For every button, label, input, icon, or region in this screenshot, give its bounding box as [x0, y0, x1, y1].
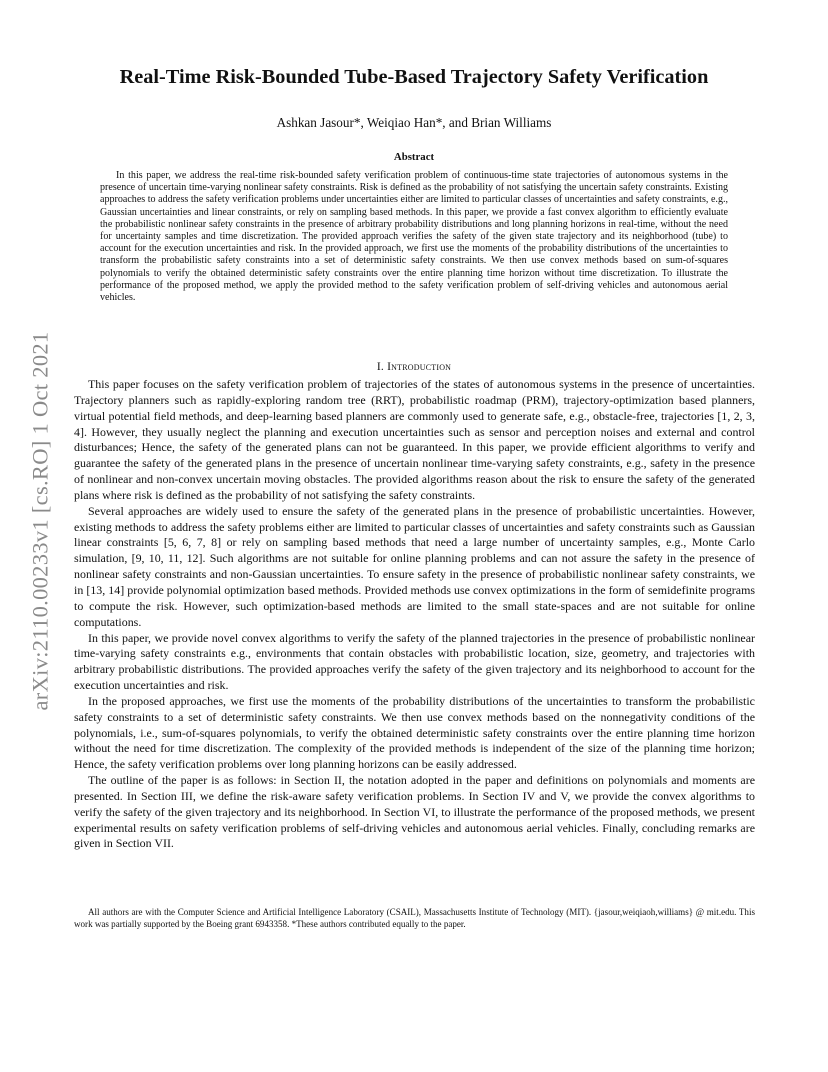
paper-authors: Ashkan Jasour*, Weiqiao Han*, and Brian Williams	[276, 115, 552, 130]
section-number: I.	[376, 360, 388, 373]
paper-title: Real-Time Risk-Bounded Tube-Based Trajectory Safety Verification	[119, 66, 709, 88]
section-title: Introduction	[387, 360, 452, 373]
abstract-text: In this paper, we address the real-time risk-bounded safety verification problem of continuous-time state trajectories of autonomous systems in the presence of uncertain time-varying nonlinear safety constraints. Risk is defined as the probability of not satisfying the uncertain safety constraints. Existing approaches to address the safety verification problems under uncertainties either are limited to particular classes of uncertainties and safety constraints, e.g., Gaussian uncertainties and linear constraints, or rely on sampling based methods. In this paper, we provide a fast convex algorithm to efficiently evaluate the probabilistic nonlinear safety constraints in the presence of arbitrary probability distributions and long planning horizons in real-time, without the need for uncertainty samples and time discretization. The provided approach verifies the safety of the given state trajectory and its neighborhood (tube) to account for the execution uncertainties and risk. In the provided approach, we first use the moments of the probability distributions of the uncertainties to transform the probabilistic safety constraints into a set of deterministic safety constraints. We then use convex methods based on sum-of-squares polynomials to verify the obtained deterministic safety constraints over the entire planning time horizon without time discretization. To illustrate the performance of the proposed method, we apply the provided method to the safety verification problem of self-driving vehicles and autonomous aerial vehicles.	[100, 170, 728, 304]
abstract-heading: Abstract	[393, 151, 435, 163]
body-paragraph: The outline of the paper is as follows: in Section II, the notation adopted in the paper and definitions on polynomials and moments are presented. In Section III, we define the risk-aware safety verification problems. In Section IV and V, we provide the convex algorithms to verify the safety of the given trajectory and its neighborhood. In Section VI, to illustrate the performance of the proposed methods, we present experimental results on safety verification problems of self-driving vehicles and autonomous aerial vehicles. Finally, concluding remarks are given in Section VII.	[74, 773, 755, 851]
section-heading	[74, 359, 754, 374]
body-paragraph: In this paper, we provide novel convex algorithms to verify the safety of the planned trajectories in the presence of probabilistic nonlinear time-varying safety constraints e.g., environments that contain obstacles with probabilistic location, size, geometry, and trajectories with arbitrary probabilistic distributions. The provided approaches verify the safety of the given trajectory and its neighborhood to account for the execution uncertainties and risk.	[74, 630, 755, 693]
arxiv-identifier: arXiv:2110.00233v1 [cs.RO] 1 Oct 2021	[27, 331, 52, 711]
arxiv-stamp	[20, 296, 60, 746]
footnote: All authors are with the Computer Science and Artificial Intelligence Laboratory (CSAIL), Massachusetts Institute of Technology (MIT). {jasour,weiqiaoh,williams} @ mit.edu. This work was partially supported by the Boeing grant 6943358. *These authors contributed equally to the paper.	[74, 907, 755, 929]
body-paragraph: In the proposed approaches, we first use the moments of the probability distributions of the uncertainties to transform the probabilistic safety constraints to a set of deterministic safety constraints. We then use convex methods based on the nonnegativity conditions of the polynomials, i.e., sum-of-squares polynomials, to verify the obtained deterministic safety constraints over the entire planning time horizon without the need for time discretization. The complexity of the provided methods is independent of the size of the planning time horizon; Hence, the safety verification problems over long planning horizons can be easily addressed.	[74, 693, 755, 772]
body-paragraph: Several approaches are widely used to ensure the safety of the generated plans in the presence of probabilistic uncertainties. However, existing methods to address the safety problems either are limited to particular classes of uncertainties and safety constraints such as Gaussian linear constraints [5, 6, 7, 8] or rely on sampling based methods that need a large number of uncertainty samples, e.g., Monte Carlo simulation, [9, 10, 11, 12]. Such algorithms are not suitable for online planning problems and can not assure the safety in the presence of nonlinear safety constraints and non-Gaussian uncertainties. To ensure safety in the presence of probabilistic nonlinear safety constraints, we in [13, 14] provide polynomial optimization based methods. Provided methods use convex optimizations in the form of semidefinite programs to compute the risk. However, such optimization-based methods are limited to the small state-spaces and are not suitable for online computations.	[74, 503, 755, 629]
section-body	[74, 377, 755, 852]
body-paragraph: This paper focuses on the safety verification problem of trajectories of the states of autonomous systems in the presence of uncertainties. Trajectory planners such as rapidly-exploring random tree (RRT), probabilistic roadmap (PRM), trajectory-optimization based planners, virtual potential field methods, and deep-learning based planners are commonly used to generate safe, e.g., obstacle-free, trajectories [1, 2, 3, 4]. However, they usually neglect the planning and execution uncertainties such as sensor and perception noises and external and control disturbances; Hence, the safety of the generated plans can not be guaranteed. In this paper, we provide efficient algorithms to verify and guarantee the safety of the generated plans in the presence of uncertain nonlinear time-varying safety constraints, e.g., safety in the presence of nonlinear and non-convex uncertain moving obstacles. The provided algorithms reason about the risk to ensure the safety of the generated plans where risk is defined as the probability of not satisfying the safety constraints.	[74, 377, 755, 502]
